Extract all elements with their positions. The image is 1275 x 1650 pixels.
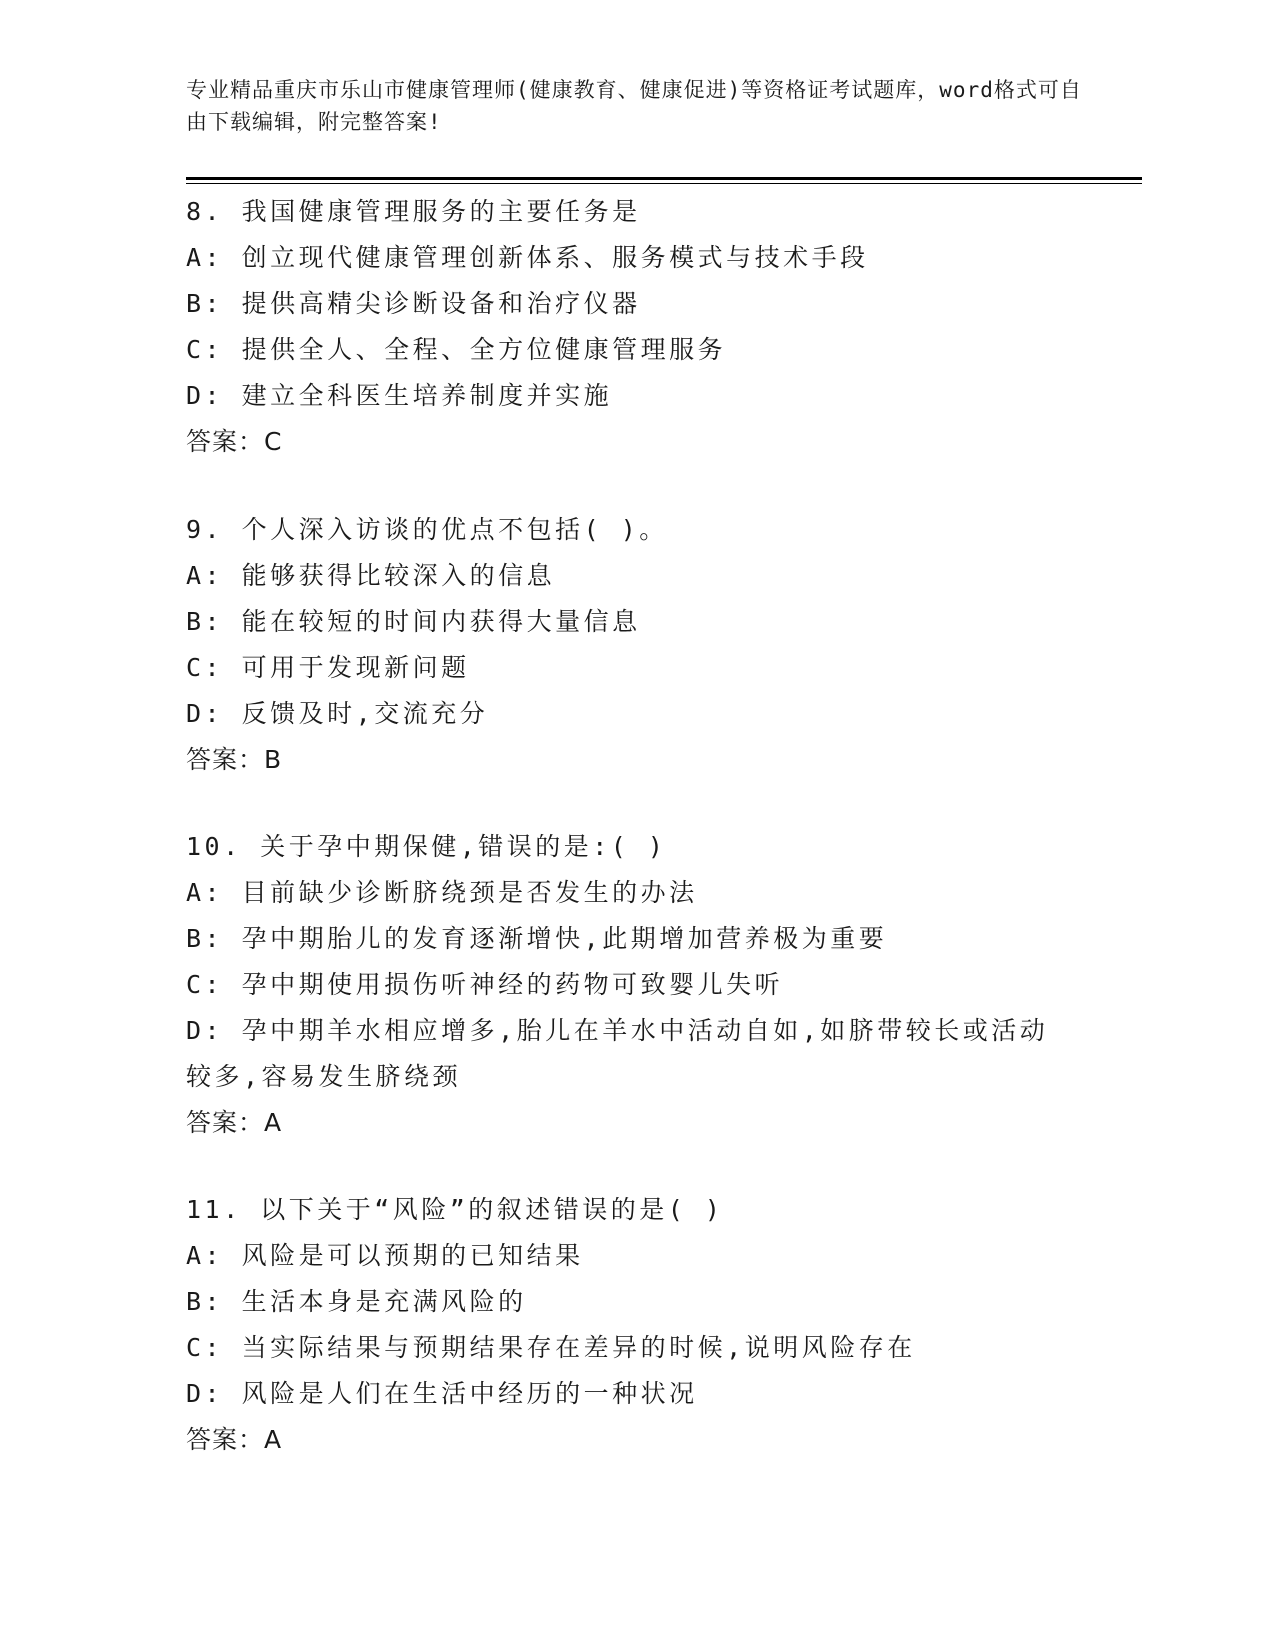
question-stem: 11. 以下关于“风险”的叙述错误的是( )	[186, 1195, 724, 1224]
header-text: 专业精品重庆市乐山市健康管理师(健康教育、健康促进)等资格证考试题库，word格式可自由下载编辑，附完整答案!	[186, 78, 1082, 134]
option-d: D: 风险是人们在生活中经历的一种状况	[186, 1379, 698, 1408]
answer-line: 答案：A	[186, 1425, 283, 1454]
answer-line: 答案：B	[186, 745, 283, 774]
option-a: A: 创立现代健康管理创新体系、服务模式与技术手段	[186, 243, 869, 272]
option-d: D: 孕中期羊水相应增多,胎儿在羊水中活动自如,如脐带较长或活动较多,容易发生脐绕颈	[186, 1016, 1049, 1091]
option-d: D: 建立全科医生培养制度并实施	[186, 381, 613, 410]
option-c: C: 提供全人、全程、全方位健康管理服务	[186, 335, 727, 364]
question-stem: 10. 关于孕中期保健,错误的是:( )	[186, 832, 667, 861]
answer-line: 答案：C	[186, 427, 283, 456]
question-stem: 9. 个人深入访谈的优点不包括( )。	[186, 515, 668, 544]
option-b: B: 孕中期胎儿的发育逐渐增快,此期增加营养极为重要	[186, 924, 888, 953]
option-a: A: 目前缺少诊断脐绕颈是否发生的办法	[186, 878, 698, 907]
question-item	[186, 824, 1086, 1146]
option-a: A: 能够获得比较深入的信息	[186, 561, 556, 590]
option-b: B: 能在较短的时间内获得大量信息	[186, 607, 641, 636]
option-d: D: 反馈及时,交流充分	[186, 699, 489, 728]
document-header	[186, 74, 1086, 138]
option-c: C: 当实际结果与预期结果存在差异的时候,说明风险存在	[186, 1333, 916, 1362]
question-item	[186, 1187, 1086, 1463]
answer-line: 答案：A	[186, 1108, 283, 1137]
question-item	[186, 189, 1086, 465]
option-a: A: 风险是可以预期的已知结果	[186, 1241, 584, 1270]
question-item	[186, 507, 1086, 783]
question-stem: 8. 我国健康管理服务的主要任务是	[186, 197, 641, 226]
header-divider-thick	[186, 177, 1142, 180]
header-divider-thin	[186, 183, 1142, 184]
option-c: C: 孕中期使用损伤听神经的药物可致婴儿失听	[186, 970, 784, 999]
option-c: C: 可用于发现新问题	[186, 653, 470, 682]
option-b: B: 生活本身是充满风险的	[186, 1287, 527, 1316]
option-b: B: 提供高精尖诊断设备和治疗仪器	[186, 289, 641, 318]
